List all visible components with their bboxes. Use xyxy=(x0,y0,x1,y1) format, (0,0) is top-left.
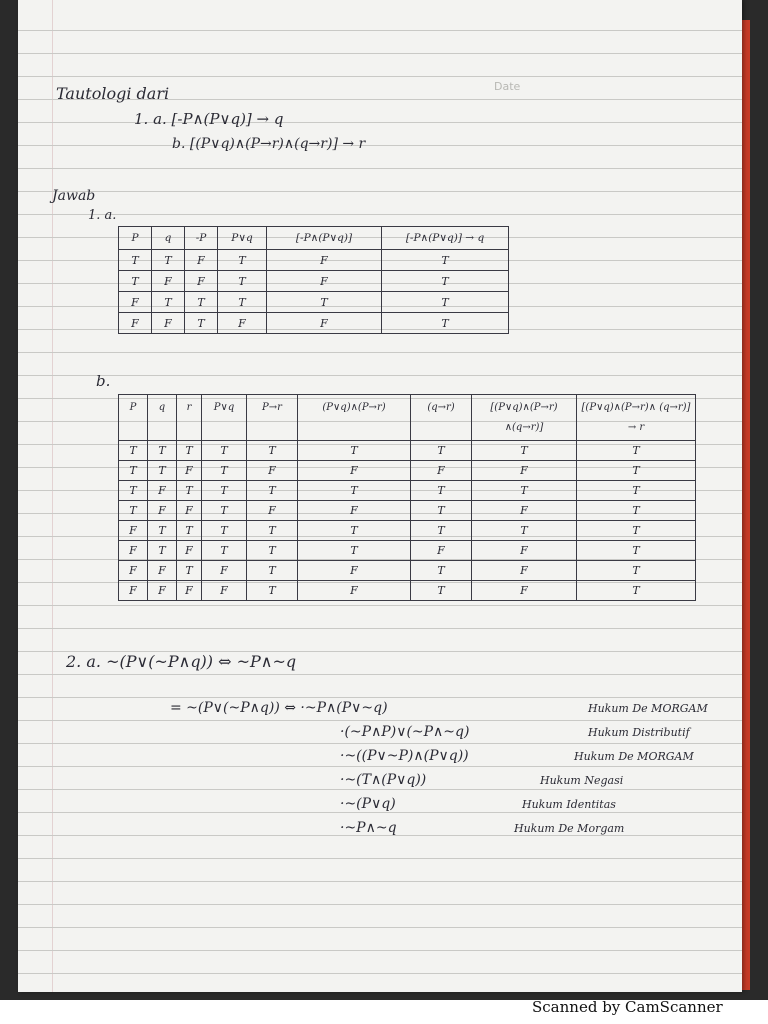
table-cell: T xyxy=(218,292,267,313)
header-cell: q xyxy=(148,395,177,441)
table-cell: T xyxy=(411,581,472,601)
date-label: Date xyxy=(494,80,521,93)
header-cell: [(P∨q)∧(P→r)∧ (q→r)] → r xyxy=(577,395,696,441)
table-cell: F xyxy=(202,581,247,601)
label-1a: 1. a. xyxy=(88,208,117,223)
header-cell: P→r xyxy=(247,395,298,441)
table-cell: T xyxy=(218,250,267,271)
ruled-line xyxy=(18,214,742,215)
header-cell: q xyxy=(152,227,185,250)
table-cell: F xyxy=(119,561,148,581)
table-cell: F xyxy=(411,461,472,481)
table-row xyxy=(119,521,696,541)
table-cell: F xyxy=(152,313,185,334)
table-cell: T xyxy=(577,461,696,481)
ruled-line xyxy=(18,674,742,675)
table-cell: T xyxy=(247,541,298,561)
table-cell: T xyxy=(202,521,247,541)
table-cell: T xyxy=(119,481,148,501)
table-cell: T xyxy=(119,501,148,521)
table-header-row xyxy=(119,395,696,441)
table-cell: T xyxy=(267,292,382,313)
table-cell: T xyxy=(382,250,509,271)
proof-step-law: Hukum De Morgam xyxy=(514,822,625,835)
table-row xyxy=(119,501,696,521)
table-cell: F xyxy=(298,461,411,481)
table-cell: F xyxy=(177,461,202,481)
table-cell: T xyxy=(148,521,177,541)
table-cell: F xyxy=(119,292,152,313)
table-cell: T xyxy=(411,521,472,541)
table-cell: T xyxy=(152,292,185,313)
table-header-row xyxy=(119,227,509,250)
ruled-line xyxy=(18,858,742,859)
ruled-line xyxy=(18,53,742,54)
table-cell: T xyxy=(472,441,577,461)
table-cell: F xyxy=(298,581,411,601)
table-cell: T xyxy=(119,271,152,292)
ruled-line xyxy=(18,720,742,721)
header-cell: P xyxy=(119,395,148,441)
header-cell: (P∨q)∧(P→r) xyxy=(298,395,411,441)
ruled-line xyxy=(18,766,742,767)
table-cell: F xyxy=(202,561,247,581)
ruled-line xyxy=(18,30,742,31)
table-cell: T xyxy=(177,521,202,541)
ruled-line xyxy=(18,904,742,905)
table-cell: F xyxy=(148,581,177,601)
table-cell: T xyxy=(411,561,472,581)
table-cell: F xyxy=(119,541,148,561)
table-cell: F xyxy=(119,521,148,541)
header-cell: [-P∧(P∨q)] xyxy=(267,227,382,250)
proof-step-expression: ·~(T∧(P∨q)) xyxy=(340,772,427,788)
table-cell: T xyxy=(577,541,696,561)
table-row xyxy=(119,313,509,334)
table-cell: T xyxy=(382,271,509,292)
ruled-line xyxy=(18,352,742,353)
table-cell: T xyxy=(577,521,696,541)
scanner-watermark: Scanned by CamScanner xyxy=(532,998,723,1016)
table-row xyxy=(119,250,509,271)
ruled-line xyxy=(18,168,742,169)
table-cell: T xyxy=(185,292,218,313)
table-cell: T xyxy=(247,441,298,461)
table-cell: F xyxy=(185,271,218,292)
ruled-line xyxy=(18,927,742,928)
answer-label: Jawab xyxy=(52,188,96,204)
truth-table-1a xyxy=(118,226,509,334)
table-cell: T xyxy=(119,461,148,481)
ruled-line xyxy=(18,743,742,744)
table-cell: T xyxy=(411,501,472,521)
table-cell: T xyxy=(577,481,696,501)
table-cell: T xyxy=(119,441,148,461)
ruled-line xyxy=(18,881,742,882)
ruled-line xyxy=(18,191,742,192)
table-cell: F xyxy=(177,581,202,601)
ruled-line xyxy=(18,628,742,629)
ruled-line xyxy=(18,122,742,123)
proof-step-law: Hukum Identitas xyxy=(522,798,616,811)
header-cell: [-P∧(P∨q)] → q xyxy=(382,227,509,250)
ruled-line xyxy=(18,605,742,606)
table-cell: T xyxy=(472,481,577,501)
table-row xyxy=(119,541,696,561)
table-cell: T xyxy=(577,501,696,521)
table-cell: T xyxy=(382,313,509,334)
table-cell: T xyxy=(148,441,177,461)
table-cell: F xyxy=(119,581,148,601)
table-cell: T xyxy=(577,441,696,461)
table-cell: F xyxy=(411,541,472,561)
table-cell: T xyxy=(472,521,577,541)
ruled-line xyxy=(18,76,742,77)
table-cell: F xyxy=(152,271,185,292)
table-cell: T xyxy=(202,441,247,461)
table-row xyxy=(119,561,696,581)
table-row xyxy=(119,481,696,501)
proof-step-law: Hukum De MORGAM xyxy=(588,702,708,715)
table-row xyxy=(119,292,509,313)
table-cell: F xyxy=(148,481,177,501)
table-cell: F xyxy=(472,501,577,521)
table-cell: F xyxy=(218,313,267,334)
ruled-line xyxy=(18,950,742,951)
table-row xyxy=(119,441,696,461)
table-cell: T xyxy=(247,481,298,501)
ruled-line xyxy=(18,375,742,376)
table-cell: F xyxy=(472,581,577,601)
header-cell: r xyxy=(177,395,202,441)
proof-step-law: Hukum Distributif xyxy=(588,726,690,739)
table-cell: T xyxy=(185,313,218,334)
header-cell: P∨q xyxy=(218,227,267,250)
margin-line xyxy=(52,0,53,992)
header-cell: (q→r) xyxy=(411,395,472,441)
table-row xyxy=(119,461,696,481)
table-cell: F xyxy=(472,541,577,561)
table-cell: T xyxy=(218,271,267,292)
table-cell: T xyxy=(382,292,509,313)
table-cell: T xyxy=(148,541,177,561)
table-cell: T xyxy=(577,581,696,601)
proof-step-law: Hukum Negasi xyxy=(540,774,624,787)
table-cell: F xyxy=(177,541,202,561)
proof-step-expression: ·(~P∧P)∨(~P∧~q) xyxy=(340,724,470,740)
proof-step-expression: ·~(P∨q) xyxy=(340,796,396,812)
label-1b: b. xyxy=(96,372,111,390)
table-cell: F xyxy=(119,313,152,334)
ruled-line xyxy=(18,145,742,146)
table-cell: T xyxy=(247,521,298,541)
table-cell: F xyxy=(472,561,577,581)
ruled-line xyxy=(18,973,742,974)
table-cell: F xyxy=(267,313,382,334)
ruled-line xyxy=(18,789,742,790)
table-cell: T xyxy=(177,481,202,501)
table-cell: T xyxy=(247,561,298,581)
header-cell: -P xyxy=(185,227,218,250)
proof-step-law: Hukum De MORGAM xyxy=(574,750,694,763)
table-cell: T xyxy=(411,441,472,461)
table-cell: T xyxy=(298,541,411,561)
header-cell: [(P∨q)∧(P→r) ∧(q→r)] xyxy=(472,395,577,441)
table-cell: T xyxy=(298,481,411,501)
table-cell: F xyxy=(298,501,411,521)
table-cell: T xyxy=(298,441,411,461)
table-cell: T xyxy=(148,461,177,481)
table-cell: T xyxy=(119,250,152,271)
question-2a: 2. a. ~(P∨(~P∧q)) ⇔ ~P∧~q xyxy=(66,652,297,671)
header-cell: P∨q xyxy=(202,395,247,441)
table-cell: F xyxy=(148,561,177,581)
table-cell: T xyxy=(152,250,185,271)
proof-step-expression: ·~P∧~q xyxy=(340,820,397,836)
table-cell: F xyxy=(247,501,298,521)
table-cell: T xyxy=(202,461,247,481)
table-cell: T xyxy=(202,501,247,521)
truth-table-1b xyxy=(118,394,696,601)
header-cell: P xyxy=(119,227,152,250)
table-cell: F xyxy=(472,461,577,481)
table-cell: T xyxy=(577,561,696,581)
table-cell: F xyxy=(247,461,298,481)
table-cell: T xyxy=(202,481,247,501)
table-cell: F xyxy=(267,250,382,271)
table-cell: T xyxy=(411,481,472,501)
page-title: Tautologi dari xyxy=(56,84,170,103)
table-cell: F xyxy=(185,250,218,271)
table-cell: T xyxy=(177,441,202,461)
table-cell: T xyxy=(298,521,411,541)
table-cell: F xyxy=(148,501,177,521)
ruled-line xyxy=(18,812,742,813)
table-row xyxy=(119,271,509,292)
table-cell: T xyxy=(202,541,247,561)
table-cell: T xyxy=(177,561,202,581)
table-cell: T xyxy=(247,581,298,601)
table-row xyxy=(119,581,696,601)
table-cell: F xyxy=(177,501,202,521)
question-1b: b. [(P∨q)∧(P→r)∧(q→r)] → r xyxy=(172,136,366,152)
proof-step-expression: = ~(P∨(~P∧q)) ⇔ ·~P∧(P∨~q) xyxy=(170,700,388,716)
table-cell: F xyxy=(267,271,382,292)
table-cell: F xyxy=(298,561,411,581)
question-1a: 1. a. [-P∧(P∨q)] → q xyxy=(134,110,284,128)
ruled-line xyxy=(18,697,742,698)
proof-step-expression: ·~((P∨~P)∧(P∨q)) xyxy=(340,748,469,764)
